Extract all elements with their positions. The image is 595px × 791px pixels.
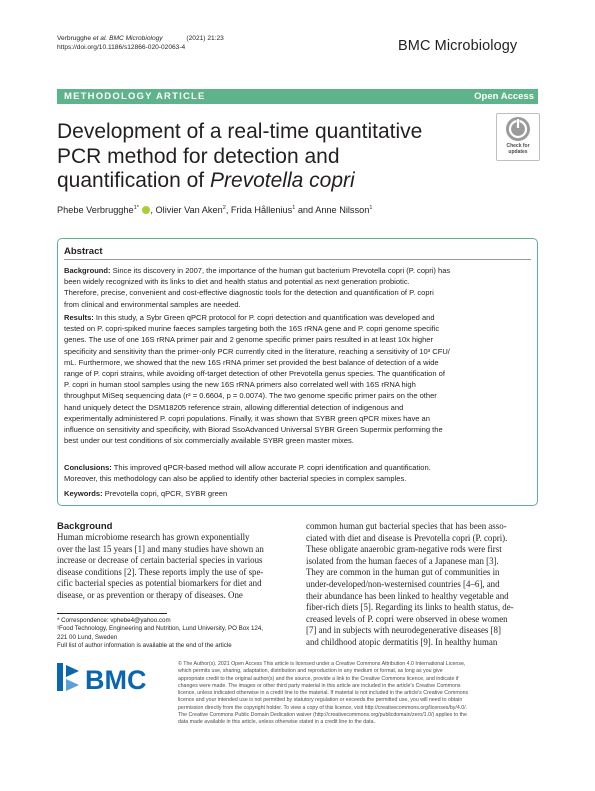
keywords-label: Keywords: [64, 489, 103, 498]
abstract-background-line: Therefore, precise, convenient and cost-effective diagnostic tools for the detection and quantification of P. copri [64, 288, 434, 298]
body-column-left [57, 532, 287, 602]
body-line: fiber-rich diets [5]. Regarding its links to health status, de- [306, 602, 514, 613]
author-1-affiliation: 1* [133, 205, 139, 211]
abstract-results-line: influence on sensitivity and specificity, with Biorad SsoAdvanced Universal SYBR Green Supermix performing the [64, 425, 443, 435]
body-line: disease, or as prevention or therapy of diseases. One [57, 589, 243, 600]
abstract-results-line: genes. The use of one 16S rRNA primer pair and 2 genome specific primer pairs resulted in at least 10x higher [64, 335, 434, 345]
author-4[interactable]: and Anne Nilsson [295, 205, 370, 216]
body-line: and childhood atopic dermatitis [9]. In healthy human [306, 636, 498, 647]
license-line: licence, unless indicated otherwise in a credit line to the material. If material is not included in the article's Creative Commons [178, 690, 469, 697]
license-line: data made available in this article, unless otherwise stated in a credit line to the data. [178, 719, 375, 726]
doi-link[interactable]: https://doi.org/10.1186/s12866-020-02063-4 [57, 44, 186, 51]
bmc-logo-text: BMC [85, 665, 147, 695]
body-line: increase or decrease of certain bacterial species in various [57, 555, 263, 566]
body-line: their abundance has been linked to healthy vegetable and [306, 590, 509, 601]
body-line: isolated from the human faeces of a Japanese man [3]. [306, 555, 499, 566]
license-line: changes were made. The images or other third party material in this article are included in the article's Creative Commons [178, 682, 461, 689]
author-3[interactable]: , Frida Hållenius [225, 205, 293, 216]
abstract-results-line: specificity and sensitivity than the primer-only PCR currently cited in the literature, reaching a sensitivity of 10³ CFU/ [64, 346, 450, 356]
journal-name: BMC Microbiology [398, 38, 518, 54]
abstract-conclusions-line: This improved qPCR-based method will allow accurate P. copri identification and quantification. [111, 463, 431, 472]
abstract-results-label: Results: [64, 313, 94, 322]
abstract-results-line: In this study, a Sybr Green qPCR protocol for P. copri detection and quantification was developed and [93, 313, 435, 322]
footnote-divider [57, 613, 167, 614]
body-line: cific bacterial species as potential biomarkers for diet and [57, 578, 262, 589]
license-line: © The Author(s). 2021 Open Access This article is licensed under a Creative Commons Attribution 4.0 International License, [178, 661, 466, 667]
background-heading: Background [57, 521, 113, 532]
abstract-keywords [64, 488, 531, 499]
abstract-background-line: been widely recognized with its links to diet and health status and potential as next generation probiotic. [64, 277, 410, 287]
author-list [57, 205, 372, 215]
license-line: appropriate credit to the original author(s) and the source, provide a link to the Creative Commons licence, and indicate if [178, 675, 459, 682]
body-line: [7] and in subjects with neurodegenerative diseases [8] [306, 625, 501, 636]
citation-journal: et al. BMC Microbiology [92, 35, 163, 42]
article-type-label: METHODOLOGY ARTICLE [64, 91, 206, 102]
check-for-updates-label-2: updates [508, 149, 528, 155]
license-line: The Creative Commons Public Domain Dedication waiver (http://creativecommons.org/publicdomain/zero/1.0/) applies to the [178, 712, 467, 719]
body-line: ciated with diet and disease is Prevotella copri (P. copri). [306, 532, 508, 543]
abstract-divider [64, 259, 531, 260]
abstract-results-line: experimentally administered P. copri populations. Finally, it was shown that SYBR green qPCR mixes have an [64, 413, 430, 423]
body-line: disease conditions [2]. These reports imply the use of spe- [57, 566, 264, 577]
abstract-background-line: Since its discovery in 2007, the importance of the human gut bacterium Prevotella copri (P. copri) has [110, 266, 451, 275]
footnotes [57, 617, 263, 651]
abstract-background-line: from clinical and environmental samples are needed. [64, 299, 241, 309]
title-line-3-prefix: quantification of [57, 169, 210, 192]
title-species: Prevotella copri [209, 169, 355, 192]
abstract-results-line: best under our test conditions of six commercially available SYBR green master mixes. [64, 436, 354, 446]
abstract-conclusions-label: Conclusions: [64, 463, 112, 472]
abstract-conclusions-line: Moreover, this methodology can also be applied to identify other bacterial species in complex samples. [64, 474, 407, 484]
author-info-note: Full list of author information is available at the end of the article [57, 642, 232, 650]
body-line: They are common in the human gut of communities in [306, 567, 500, 578]
body-line: creased levels of P. copri were observed in obese women [306, 613, 508, 624]
abstract-background-label: Background: [64, 266, 111, 275]
license-line: which permits use, sharing, adaptation, distribution and reproduction in any medium or format, as long as you give [178, 668, 443, 675]
author-2-affiliation: 2 [222, 205, 226, 211]
license-line: permission directly from the copyright holder. To view a copy of this licence, visit http://creativecommons.org/licenses/by/4.0/. [178, 704, 468, 711]
body-line: over the last 15 years [1] and many studies have shown an [57, 543, 264, 554]
citation-author: Verbrugghe [57, 35, 92, 42]
author-4-affiliation: 1 [369, 205, 373, 211]
license-line: licence and your intended use is not permitted by statutory regulation or exceeds the permitted use, you will need to obtain [178, 697, 463, 704]
abstract-results-line: range of P. copri strains, while avoiding off-target detection of other Prevotella genus species. The quantification of [64, 369, 445, 379]
check-for-updates-label-1: Check for [506, 143, 530, 149]
article-title [57, 120, 477, 194]
abstract-heading: Abstract [64, 246, 103, 257]
abstract-results-line: hand uniquely detect the DSM18205 reference strain, allowing differential detection of indigenous and [64, 402, 404, 412]
title-line-3 [57, 169, 477, 194]
check-for-updates-icon [506, 117, 530, 141]
abstract-background [64, 265, 531, 310]
abstract-results-line: P. copri in human stool samples using the new 16S rRNA primers also correlated well with 16S rRNA high [64, 380, 416, 390]
author-1[interactable]: Phebe Verbrugghe [57, 205, 134, 216]
abstract-conclusions [64, 462, 531, 484]
keywords-list: Prevotella copri, qPCR, SYBR green [102, 489, 228, 498]
abstract-results-line: tested on P. copri-spiked murine faeces samples targeting both the 16S rRNA gene and P. copri genome specific [64, 324, 440, 334]
citation-year: (2021) 21:23 [186, 35, 224, 42]
title-line-1: Development of a real-time quantitative [57, 120, 423, 143]
author-3-affiliation: 1 [292, 205, 296, 211]
affiliation-line: 221 00 Lund, Sweden [57, 633, 118, 641]
title-line-2: PCR method for detection and [57, 144, 340, 168]
abstract-results-line: mL. Furthermore, we showed that the new 16S rRNA primer set provided the best balance of detection of a wide [64, 357, 439, 367]
citation-line [57, 36, 224, 43]
body-line: under-developed/non-westernised countries [4–6], and [306, 578, 500, 589]
abstract-results [64, 312, 531, 446]
correspondence-email[interactable]: * Correspondence: vphebe4@yahoo.com [57, 617, 171, 624]
body-line: These obligate anaerobic gram-negative rods were first [306, 544, 502, 555]
body-line: Human microbiome research has grown exponentially [57, 532, 250, 542]
license-text [178, 661, 538, 727]
body-line: common human gut bacterial species that has been asso- [306, 521, 507, 531]
open-access-label: Open Access [474, 91, 534, 102]
author-2[interactable]: , Olivier Van Aken [150, 205, 223, 216]
abstract-results-line: throughput MiSeq sequencing data (r² = 0.6604, p = 0.0074). The two genome specific primer pairs on the other [64, 391, 437, 401]
affiliation-line: ¹Food Technology, Engineering and Nutrition, Lund University, PO Box 124, [57, 625, 264, 633]
check-for-updates-button[interactable] [496, 113, 540, 161]
body-column-right [306, 521, 536, 649]
bmc-logo [57, 659, 167, 695]
